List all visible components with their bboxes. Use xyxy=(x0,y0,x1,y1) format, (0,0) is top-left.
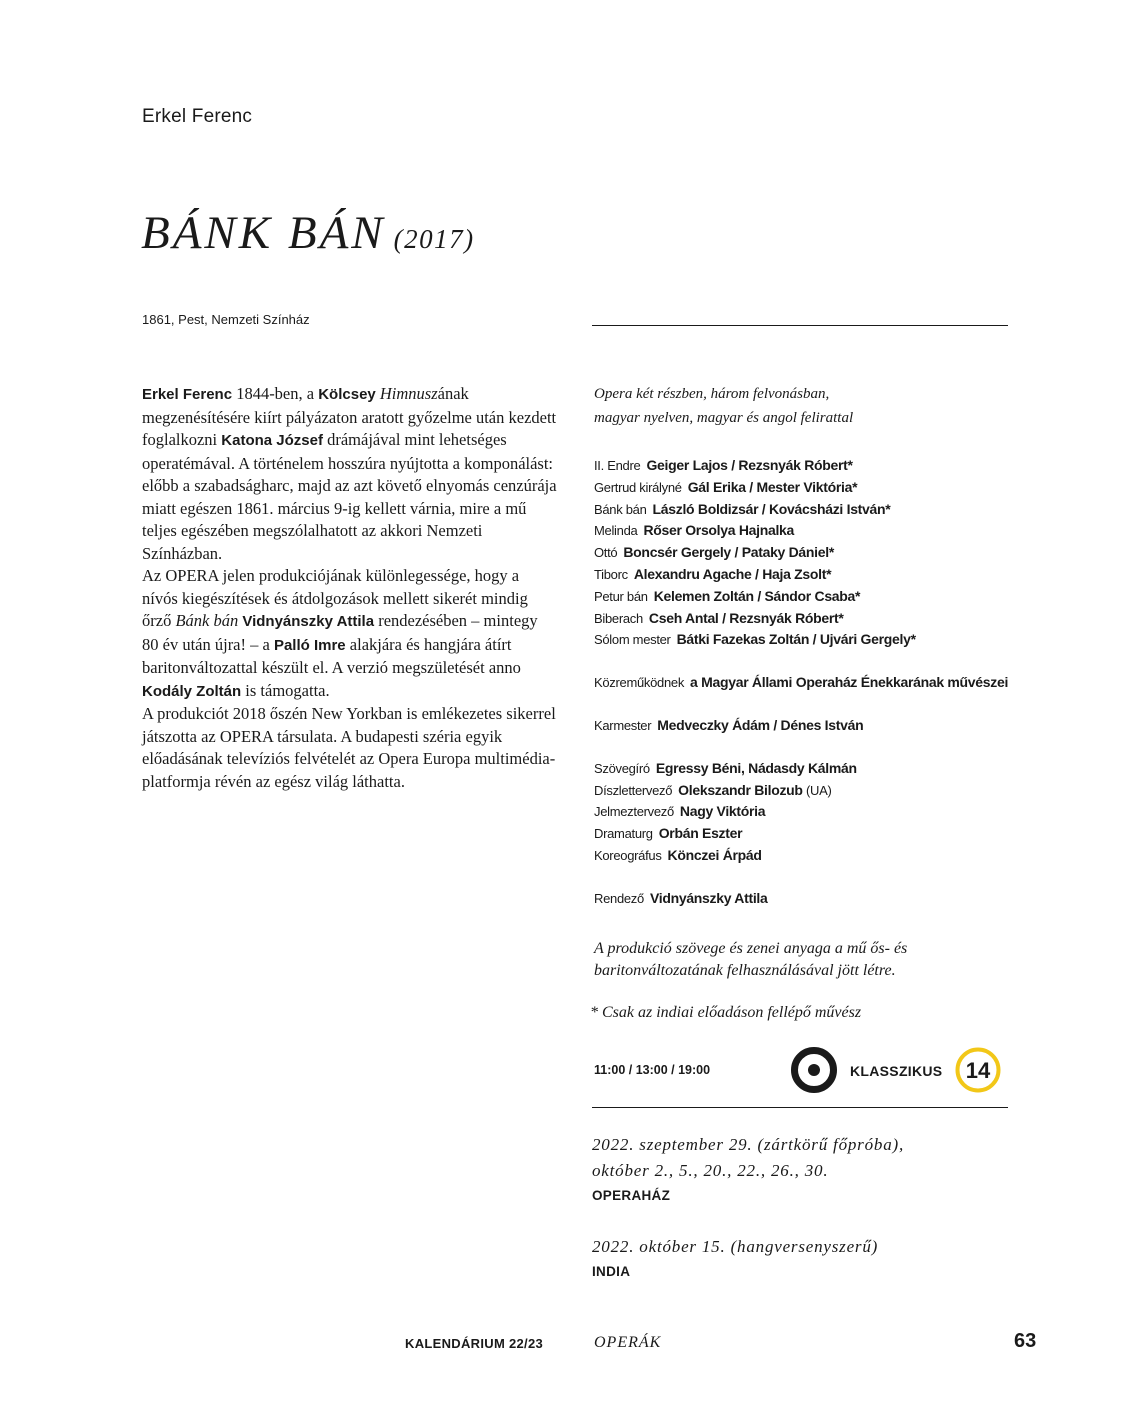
performance-1-venue: OPERAHÁZ xyxy=(592,1188,671,1203)
credit-role: Karmester xyxy=(594,717,652,733)
credit-role: Sólom mester xyxy=(594,632,671,648)
credit-note: (UA) xyxy=(802,782,832,798)
performance-2-venue: INDIA xyxy=(592,1264,631,1279)
italic-title: Himnusz xyxy=(379,384,438,403)
credit-role: Biberach xyxy=(594,610,643,626)
credit-name: Könczei Árpád xyxy=(667,846,762,863)
classic-series-icon xyxy=(791,1047,837,1093)
emphasized-name: Erkel Ferenc xyxy=(142,386,233,403)
credit-row xyxy=(594,823,1008,845)
title-block xyxy=(141,206,475,260)
performance-2-dates: 2022. október 15. (hangversenyszerű) xyxy=(592,1237,879,1256)
description-paragraph-2 xyxy=(142,565,557,703)
emphasized-name: Kodály Zoltán xyxy=(142,682,242,700)
text-run: alakjára és hangjára átírt baritonváltozattal készült el. A verzió megszületését anno xyxy=(142,634,521,677)
emphasized-name: Palló Imre xyxy=(273,636,346,654)
production-note-line-1: A produkció szövege és zenei anyaga a mű ős- és xyxy=(594,940,908,957)
credit-role: Díszlettervező xyxy=(594,782,673,798)
credit-row xyxy=(594,542,1008,564)
credits-group xyxy=(594,888,1008,910)
credit-name: Geiger Lajos / Rezsnyák Róbert* xyxy=(646,457,853,473)
format-line-2: magyar nyelven, magyar és angol felirattal xyxy=(594,410,854,426)
credit-role: II. Endre xyxy=(594,458,641,473)
credit-row xyxy=(594,801,1008,823)
credit-role: Petur bán xyxy=(594,588,648,604)
italic-title: Bánk bán xyxy=(175,611,239,630)
footnote: * Csak az indiai előadáson fellépő művész xyxy=(590,1004,862,1021)
credits-group xyxy=(594,672,1008,694)
credit-name: Rőser Orsolya Hajnalka xyxy=(643,522,795,539)
credit-name: a Magyar Állami Operaház Énekkarának művészei xyxy=(690,674,1009,691)
description-paragraph-1 xyxy=(142,383,557,565)
composer-name: Erkel Ferenc xyxy=(142,106,253,127)
emphasized-name: Kölcsey xyxy=(318,386,376,403)
credit-row xyxy=(594,845,1008,867)
performance-1-dates-line-2: október 2., 5., 20., 22., 26., 30. xyxy=(592,1161,829,1180)
cast-list xyxy=(594,455,1008,910)
credit-name: Nagy Viktória xyxy=(679,803,766,820)
credit-row xyxy=(594,758,1008,780)
production-note-line-2: baritonváltozatának felhasználásával jött létre. xyxy=(594,962,896,979)
credit-name: Alexandru Agache / Haja Zsolt* xyxy=(633,565,832,582)
credit-role: Koreográfus xyxy=(594,847,662,863)
age-rating-text: 14 xyxy=(965,1058,991,1083)
credit-name: Cseh Antal / Rezsnyák Róbert* xyxy=(648,609,844,626)
text-run: Az OPERA jelen produkciójának különlegessége, hogy a nívós kiegészítések és átdolgozások mellett sikerét mindig őrző xyxy=(142,566,528,630)
credit-name: Boncsér Gergely / Pataky Dániel* xyxy=(623,544,834,561)
credit-row xyxy=(594,564,1008,586)
credit-role: Tiborc xyxy=(594,566,628,582)
format-line-1: Opera két részben, három felvonásban, xyxy=(594,386,830,402)
emphasized-name: Katona József xyxy=(221,432,323,449)
credit-role: Szövegíró xyxy=(594,760,650,776)
credit-role: Gertrud királyné xyxy=(594,479,682,495)
text-run: drámájával mint lehetséges operatémával. A történelem hosszúra nyújtotta a komponálást: előbb a szabadságharc, majd az azt követő elnyomás cenzúrája miatt egészen 1861. március 9-ig kellett várnia, mire a mű teljes egészében megszólalhatott az akkori Nemzeti Színházban. xyxy=(142,430,557,563)
top-divider xyxy=(592,325,1008,326)
credit-name: László Boldizsár / Kovácsházi István* xyxy=(652,500,891,517)
credit-row xyxy=(594,586,1008,608)
credit-role: Bánk bán xyxy=(594,501,647,517)
credit-role: Közreműködnek xyxy=(594,675,685,691)
page-title: BÁNK BÁN xyxy=(141,207,386,259)
credit-row xyxy=(594,780,1008,802)
credit-role: Jelmeztervező xyxy=(594,804,674,820)
credit-row xyxy=(594,520,1008,542)
bottom-divider xyxy=(592,1107,1008,1108)
performance-1-dates-line-1: 2022. szeptember 29. (zártkörű főpróba), xyxy=(592,1135,905,1154)
credit-name: Bátki Fazekas Zoltán / Ujvári Gergely* xyxy=(676,631,916,648)
credit-name: Vidnyánszky Attila xyxy=(649,889,768,906)
series-label: KLASSZIKUS xyxy=(850,1063,943,1079)
emphasized-name: Vidnyánszky Attila xyxy=(242,613,375,630)
credit-row xyxy=(594,455,1008,477)
credit-role: Dramaturg xyxy=(594,826,653,842)
credit-row xyxy=(594,672,1008,694)
credit-role: Ottó xyxy=(594,545,618,561)
text-run: A produkciót 2018 őszén New Yorkban is emlékezetes sikerrel játszotta az OPERA társulata. A budapesti széria egyik előadásának televíziós felvételét az Opera Europa multimédia-platformja révén az egész világ láthatta. xyxy=(142,704,556,791)
premiere-info: 1861, Pest, Nemzeti Színház xyxy=(142,312,310,327)
footer-publication: KALENDÁRIUM 22/23 xyxy=(405,1336,544,1351)
credits-group xyxy=(594,455,1008,651)
credit-row xyxy=(594,499,1008,521)
age-rating-badge xyxy=(955,1047,1001,1093)
credit-row xyxy=(594,608,1008,630)
credits-group xyxy=(594,758,1008,867)
credit-role: Melinda xyxy=(594,523,638,539)
credit-row xyxy=(594,477,1008,499)
text-run: is támogatta. xyxy=(241,680,330,700)
credit-name: Orbán Eszter xyxy=(658,825,743,842)
credit-name: Egressy Béni, Nádasdy Kálmán xyxy=(655,759,857,776)
show-times: 11:00 / 13:00 / 19:00 xyxy=(594,1063,711,1077)
credit-row xyxy=(594,629,1008,651)
page-number: 63 xyxy=(1014,1330,1037,1352)
credit-name: Medveczky Ádám / Dénes István xyxy=(657,716,864,733)
credit-role: Rendező xyxy=(594,890,644,906)
credit-name: Olekszandr Bilozub xyxy=(678,781,803,798)
credit-name: Gál Erika / Mester Viktória* xyxy=(687,478,858,495)
description-text xyxy=(142,383,557,793)
credit-row xyxy=(594,715,1008,737)
footer-section: OPERÁK xyxy=(594,1334,662,1351)
description-paragraph-3 xyxy=(142,703,557,793)
title-year: (2017) xyxy=(393,224,475,254)
credit-name: Kelemen Zoltán / Sándor Csaba* xyxy=(653,587,861,604)
credit-row xyxy=(594,888,1008,910)
text-run: rendezésében – mintegy 80 év után újra! – a xyxy=(142,611,538,654)
text-run: ának megzenésítésére kiírt pályázaton aratott győzelme után kezdett foglalkozni xyxy=(142,384,557,449)
text-run: 1844-ben, a xyxy=(232,384,319,403)
credits-group xyxy=(594,715,1008,737)
